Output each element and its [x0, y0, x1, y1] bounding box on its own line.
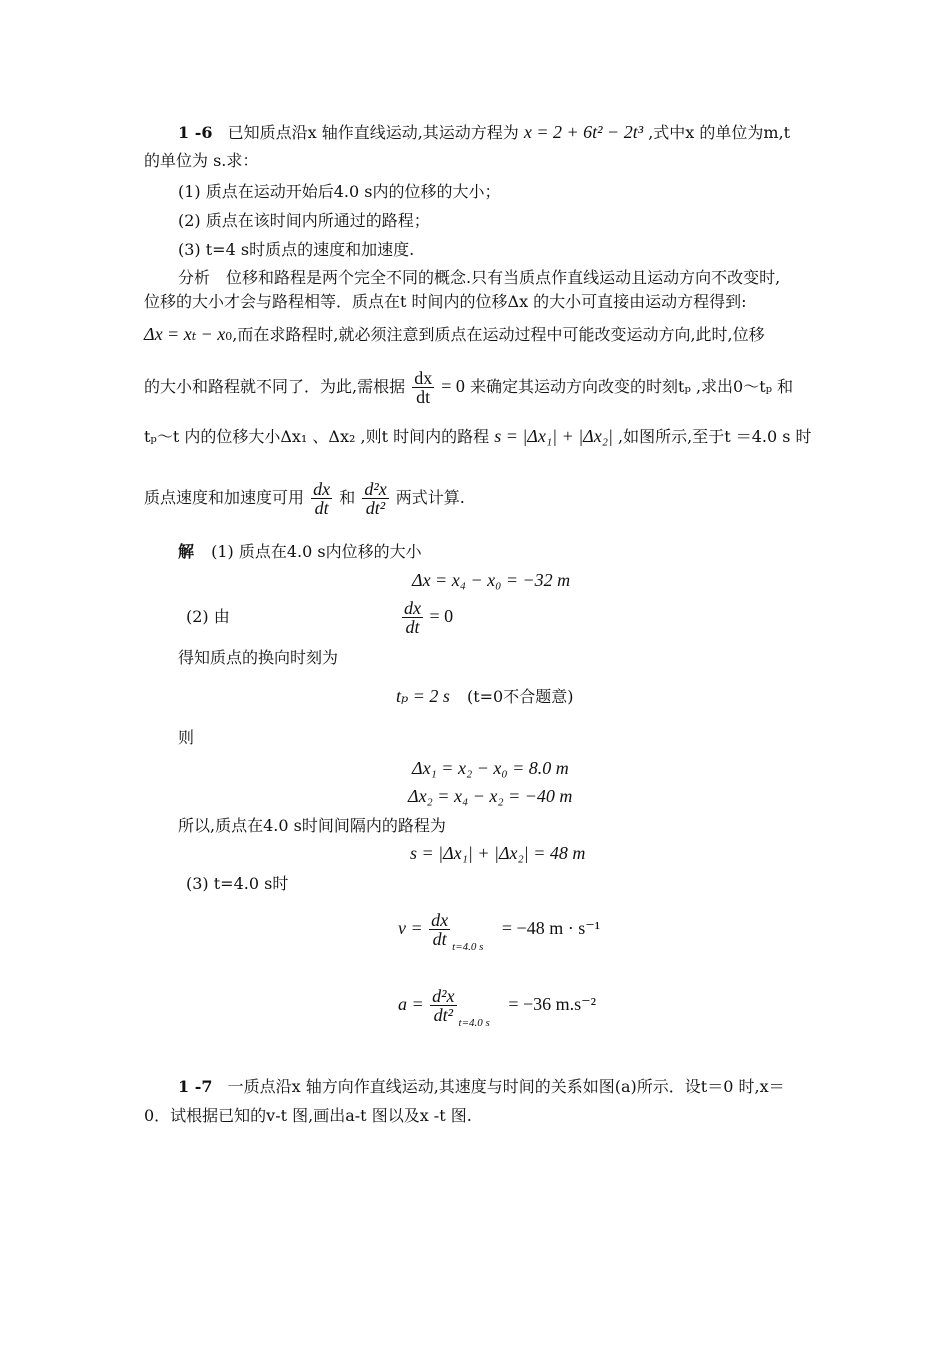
analysis-line1: 分析 位移和路程是两个完全不同的概念.只有当质点作直线运动且运动方向不改变时, — [178, 268, 781, 287]
equation-velocity: v = $\frac{dx}{dt}$ $_{t=4.0 s}$ = −48 m · s⁻¹ — [398, 910, 601, 953]
equation-derivative-zero: $\frac{dx}{dt}$ = 0 — [404, 598, 454, 638]
analysis-line4: 的大小和路程就不同了．为此,需根据 $\frac{dx}{dt}$ = 0 来确定其运动方向改变的时刻tₚ ,求出0～tₚ 和 — [144, 368, 794, 407]
problem-1-6-line1: 1 -6 已知质点沿x 轴作直线运动,其运动方程为 x = 2 + 6t² − 2t³ ,式中x 的单位为m,t — [178, 122, 791, 142]
solution-step1: 解 (1) 质点在4.0 s内位移的大小 — [178, 542, 422, 561]
question-2: (2) 质点在该时间内所通过的路程； — [178, 211, 430, 230]
equation-displacement: Δx = x₄ − x₀ = −32 m — [412, 570, 571, 590]
problem-number: 1 -6 — [178, 123, 213, 142]
question-1: (1) 质点在运动开始后4.0 s内的位移的大小； — [178, 182, 501, 201]
analysis-line3: Δx = xt − x0,而在求路程时,就必须注意到质点在运动过程中可能改变运动方向,此时,位移 — [144, 324, 765, 344]
equation-acceleration: a = $\frac{\text{d²x}}{\text{dt²}}$ $_{t=4.0 s}$ = −36 m.s⁻² — [398, 986, 597, 1029]
motion-equation: x = 2 + 6t² − 2t³ — [523, 122, 644, 142]
problem-1-7-line1: 1 -7 一质点沿x 轴方向作直线运动,其速度与时间的关系如图(a)所示．设t＝0 时,x＝ — [178, 1077, 785, 1096]
solution-step2: (2) 由 — [186, 607, 230, 626]
derivative-fraction: $\frac{dx}{dt}$ — [414, 368, 433, 407]
solution-step3: 则 — [178, 728, 195, 747]
question-3: (3) t=4 s时质点的速度和加速度. — [178, 240, 415, 259]
equation-delta-x2: Δx₂ = x₄ − x₂ = −40 m — [408, 786, 573, 806]
problem-number: 1 -7 — [178, 1077, 213, 1096]
problem-1-7-line2: 0．试根据已知的v-t 图,画出a-t 图以及x -t 图. — [144, 1106, 472, 1125]
equation-turning-time: tₚ = 2 s (t=0不合题意) — [396, 686, 574, 706]
equation-delta-x1: Δx₁ = x₂ − x₀ = 8.0 m — [412, 758, 569, 778]
solution-step2b: 得知质点的换向时刻为 — [178, 648, 339, 667]
solution-label: 解 — [178, 542, 195, 561]
analysis-line6: 质点速度和加速度可用 $\frac{dx}{dt}$ 和 $\frac{\text{d²x}}{\text{dt²}}$ 两式计算. — [144, 479, 465, 518]
analysis-line5: tₚ～t 内的位移大小Δx₁ 、Δx₂ ,则t 时间内的路程 s = |Δx₁| + |Δx₂| ,如图所示,至于t ＝4.0 s 时 — [144, 426, 812, 446]
analysis-line2: 位移的大小才会与路程相等．质点在t 时间内的位移Δx 的大小可直接由运动方程得到: — [144, 292, 747, 311]
solution-step5: (3) t=4.0 s时 — [186, 874, 289, 893]
equation-path-length: s = |Δx₁| + |Δx₂| = 48 m — [410, 843, 586, 863]
problem-1-6-line2: 的单位为 s.求： — [144, 151, 259, 170]
solution-step4: 所以,质点在4.0 s时间间隔内的路程为 — [178, 816, 446, 835]
